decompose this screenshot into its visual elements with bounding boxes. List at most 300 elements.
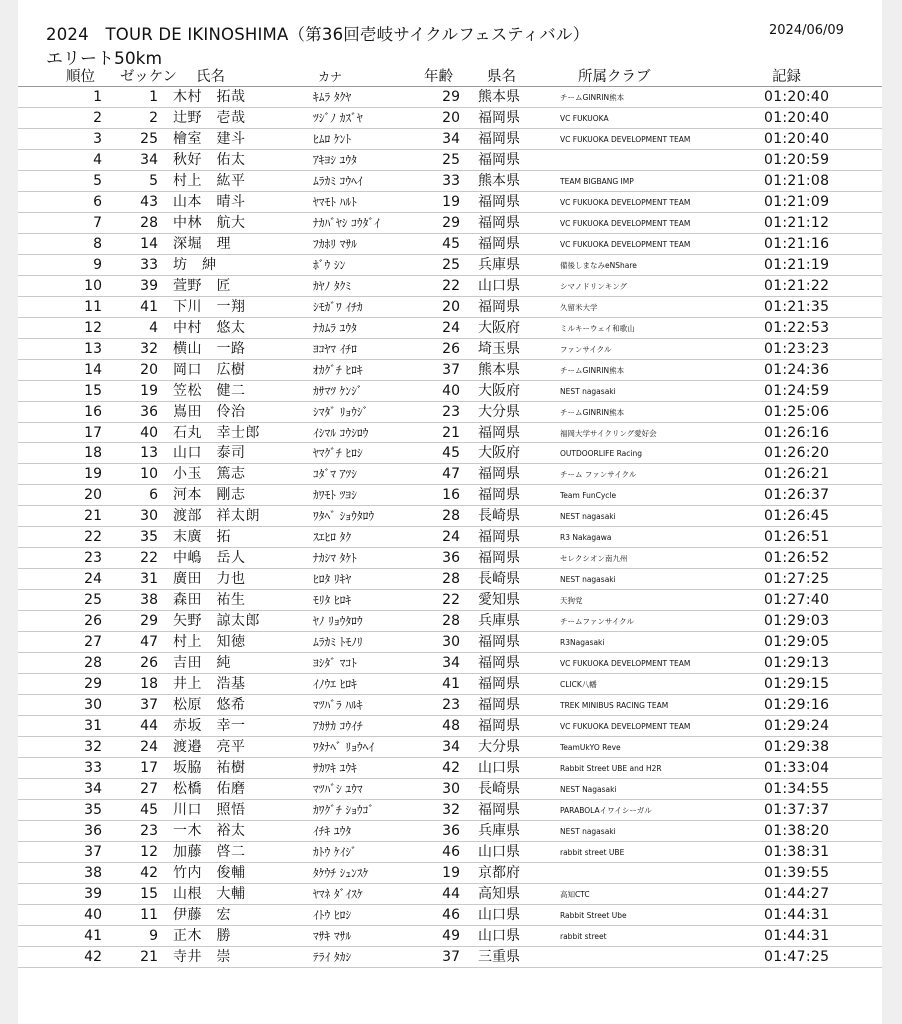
cell-time: 01:21:16 [764,235,830,252]
cell-age: 23 [442,403,460,420]
cell-rank: 5 [93,172,102,189]
cell-age: 41 [442,676,460,693]
cell-club: VC FUKUOKA DEVELOPMENT TEAM [560,722,691,732]
cell-rank: 3 [93,130,102,147]
table-row [18,108,882,129]
table-row [18,695,882,716]
cell-time: 01:21:08 [764,172,830,189]
table-row [18,779,882,800]
cell-bib: 2 [149,109,158,126]
cell-time: 01:21:22 [764,277,830,294]
cell-name: 石丸 幸士郎 [173,424,260,441]
cell-time: 01:44:31 [764,906,830,923]
cell-prefecture: 山口県 [478,277,520,294]
cell-name: 下川 一翔 [173,298,246,315]
cell-name: 渡邉 亮平 [173,739,246,756]
event-title: 2024 TOUR DE IKINOSHIMA（第36回壱岐サイクルフェスティバル） [46,25,590,44]
cell-rank: 29 [84,676,102,693]
cell-kana: ﾔﾏｸﾞﾁ ﾋﾛｼ [313,446,363,461]
table-row [18,485,882,506]
cell-time: 01:37:37 [764,801,830,818]
cell-bib: 37 [140,697,158,714]
cell-kana: ﾋﾑﾛ ｹﾝﾄ [313,131,352,146]
cell-prefecture: 三重県 [478,948,520,965]
cell-name: 嶌田 伶治 [173,403,246,420]
table-row [18,863,882,884]
cell-prefecture: 長崎県 [478,508,520,525]
cell-rank: 26 [84,613,102,630]
cell-kana: ﾋﾛﾀ ﾘｷﾔ [313,572,352,587]
cell-bib: 24 [140,739,158,756]
cell-age: 25 [442,151,460,168]
cell-time: 01:29:38 [764,739,830,756]
cell-age: 28 [442,571,460,588]
cell-rank: 22 [84,529,102,546]
cell-time: 01:20:40 [764,89,830,105]
table-header-row [18,67,882,87]
table-row [18,674,882,695]
table-row [18,423,882,444]
header-kana: カナ [318,70,343,84]
cell-prefecture: 兵庫県 [478,256,520,273]
header-name: 氏名 [196,69,225,85]
cell-club: チームファンサイクル [560,617,634,627]
header-rank: 順位 [66,69,95,85]
cell-name: 小玉 篤志 [173,466,246,483]
cell-rank: 21 [84,508,102,525]
header-age: 年齢 [424,69,453,85]
cell-club: NEST nagasaki [560,826,616,836]
table-body [18,87,882,968]
cell-time: 01:21:12 [764,214,830,231]
cell-rank: 24 [84,571,102,588]
cell-rank: 28 [84,655,102,672]
cell-club: OUTDOORLIFE Racing [560,449,642,459]
table-row [18,632,882,653]
cell-age: 49 [442,927,460,944]
cell-age: 33 [442,172,460,189]
cell-bib: 1 [149,89,158,105]
cell-club: PARABOLAイワイシーガル [560,805,652,815]
cell-age: 19 [442,864,460,881]
cell-club: R3Nagasaki [560,638,605,648]
cell-rank: 20 [84,487,102,504]
table-row [18,402,882,423]
cell-age: 34 [442,130,460,147]
cell-prefecture: 福岡県 [478,109,520,126]
cell-club: rabbit street UBE [560,847,625,857]
cell-name: 赤坂 幸一 [173,718,246,735]
cell-prefecture: 福岡県 [478,529,520,546]
cell-name: 坊 紳 [173,256,217,273]
cell-bib: 5 [149,172,158,189]
table-row [18,129,882,150]
table-row [18,905,882,926]
cell-age: 47 [442,466,460,483]
table-row [18,548,882,569]
cell-name: 中嶋 岳人 [173,550,246,567]
header-time: 記録 [772,69,801,85]
cell-name: 竹内 俊輔 [173,864,246,881]
cell-rank: 36 [84,822,102,839]
cell-club: TeamUkYO Reve [560,743,621,753]
cell-rank: 15 [84,382,102,399]
cell-time: 01:44:31 [764,927,830,944]
cell-club: ファンサイクル [560,344,612,354]
cell-kana: ﾑﾗｶﾐ ﾄﾓﾉﾘ [313,635,363,650]
cell-time: 01:27:25 [764,571,830,588]
cell-kana: ｱｷﾖｼ ﾕｳﾀ [313,152,357,167]
cell-time: 01:26:45 [764,508,830,525]
cell-bib: 22 [140,550,158,567]
table-row [18,758,882,779]
cell-time: 01:23:23 [764,340,830,357]
cell-kana: ｵｶｸﾞﾁ ﾋﾛｷ [313,362,363,377]
cell-club: TREK MINIBUS RACING TEAM [560,701,669,711]
cell-prefecture: 福岡県 [478,235,520,252]
cell-name: 寺井 崇 [173,948,231,965]
cell-bib: 30 [140,508,158,525]
cell-prefecture: 福岡県 [478,487,520,504]
cell-time: 01:21:19 [764,256,830,273]
table-row [18,611,882,632]
header-club: 所属クラブ [578,69,651,85]
cell-club: チームGINRIN熊本 [560,407,625,417]
header-prefecture: 県名 [487,69,516,85]
cell-bib: 45 [140,801,158,818]
cell-club: VC FUKUOKA DEVELOPMENT TEAM [560,659,691,669]
cell-bib: 34 [140,151,158,168]
cell-time: 01:20:40 [764,109,830,126]
cell-club: 天狗党 [560,596,583,606]
cell-age: 24 [442,319,460,336]
table-row [18,653,882,674]
cell-bib: 6 [149,487,158,504]
cell-prefecture: 大分県 [478,403,520,420]
cell-rank: 14 [84,361,102,378]
cell-club: CLICK八幡 [560,680,597,690]
cell-age: 22 [442,592,460,609]
cell-time: 01:26:52 [764,550,830,567]
cell-rank: 12 [84,319,102,336]
cell-time: 01:26:37 [764,487,830,504]
cell-name: 廣田 力也 [173,571,246,588]
cell-time: 01:26:51 [764,529,830,546]
cell-rank: 13 [84,340,102,357]
cell-bib: 43 [140,193,158,210]
cell-age: 16 [442,487,460,504]
cell-kana: ｲﾉｳｴ ﾋﾛｷ [313,677,357,692]
cell-prefecture: 福岡県 [478,676,520,693]
cell-rank: 35 [84,801,102,818]
cell-bib: 32 [140,340,158,357]
cell-kana: ﾔﾉ ﾘｮｳﾀﾛｳ [313,614,363,629]
cell-age: 30 [442,634,460,651]
table-row [18,569,882,590]
cell-club: VC FUKUOKA DEVELOPMENT TEAM [560,134,691,144]
cell-time: 01:29:24 [764,718,830,735]
cell-club: R3 Nakagawa [560,533,612,543]
cell-rank: 39 [84,885,102,902]
cell-kana: ｽｴﾋﾛ ﾀｸ [313,530,352,545]
cell-club: 久留米大学 [560,302,598,312]
cell-club: VC FUKUOKA DEVELOPMENT TEAM [560,197,691,207]
cell-bib: 23 [140,822,158,839]
cell-age: 24 [442,529,460,546]
cell-kana: ｺﾀﾞﾏ ｱﾂｼ [313,467,357,482]
cell-name: 山本 晴斗 [173,193,246,210]
cell-prefecture: 福岡県 [478,424,520,441]
cell-kana: ﾅｶﾊﾞﾔｼ ｺｳﾀﾞｲ [313,215,380,230]
cell-prefecture: 福岡県 [478,550,520,567]
cell-age: 28 [442,508,460,525]
cell-bib: 27 [140,780,158,797]
cell-rank: 4 [93,151,102,168]
cell-kana: ｼﾏﾀﾞ ﾘｮｳｼﾞ [313,404,369,419]
cell-prefecture: 長崎県 [478,571,520,588]
cell-time: 01:47:25 [764,948,830,965]
event-date: 2024/06/09 [769,23,844,38]
cell-time: 01:20:40 [764,130,830,147]
cell-time: 01:27:40 [764,592,830,609]
cell-time: 01:21:09 [764,193,830,210]
cell-name: 加藤 啓二 [173,843,246,860]
cell-bib: 41 [140,298,158,315]
cell-age: 44 [442,885,460,902]
cell-bib: 40 [140,424,158,441]
cell-prefecture: 大阪府 [478,445,520,462]
cell-prefecture: 福岡県 [478,298,520,315]
cell-bib: 19 [140,382,158,399]
cell-time: 01:29:15 [764,676,830,693]
cell-club: チーム ファンサイクル [560,470,637,480]
cell-age: 32 [442,801,460,818]
cell-rank: 38 [84,864,102,881]
cell-club: VC FUKUOKA [560,113,609,123]
cell-name: 深堀 理 [173,235,231,252]
cell-prefecture: 大分県 [478,739,520,756]
cell-prefecture: 福岡県 [478,697,520,714]
cell-name: 矢野 諒太郎 [173,613,260,630]
cell-prefecture: 兵庫県 [478,822,520,839]
table-row [18,339,882,360]
cell-time: 01:26:21 [764,466,830,483]
cell-name: 正木 勝 [173,927,231,944]
cell-prefecture: 熊本県 [478,172,520,189]
table-row [18,800,882,821]
results-document [18,0,882,1024]
header-bib: ゼッケン [120,69,177,85]
cell-prefecture: 福岡県 [478,214,520,231]
cell-time: 01:21:35 [764,298,830,315]
cell-time: 01:34:55 [764,780,830,797]
cell-rank: 42 [84,948,102,965]
cell-kana: ﾏﾂﾊﾞﾗ ﾊﾙｷ [313,698,363,713]
cell-club: NEST nagasaki [560,512,616,522]
cell-prefecture: 福岡県 [478,801,520,818]
cell-age: 29 [442,89,460,105]
cell-name: 岡口 広樹 [173,361,246,378]
cell-bib: 4 [149,319,158,336]
cell-prefecture: 福岡県 [478,655,520,672]
cell-rank: 16 [84,403,102,420]
cell-prefecture: 長崎県 [478,780,520,797]
cell-club: Rabbit Street Ube [560,910,627,920]
cell-age: 34 [442,739,460,756]
cell-bib: 18 [140,676,158,693]
table-row [18,737,882,758]
cell-club: VC FUKUOKA DEVELOPMENT TEAM [560,218,691,228]
cell-name: 秋好 佑太 [173,151,246,168]
table-row [18,276,882,297]
cell-kana: ｶﾜｸﾞﾁ ｼｮｳｺﾞ [313,802,375,817]
cell-club: Rabbit Street UBE and H2R [560,764,662,773]
cell-kana: ﾔﾏﾓﾄ ﾊﾙﾄ [313,194,357,209]
table-row [18,842,882,863]
cell-age: 26 [442,340,460,357]
results-table [18,67,882,968]
cell-name: 笠松 健二 [173,382,246,399]
cell-club: NEST nagasaki [560,386,616,396]
cell-bib: 31 [140,571,158,588]
cell-rank: 9 [93,256,102,273]
cell-kana: ｶｻﾏﾂ ｹﾝｼﾞ [313,383,363,398]
table-row [18,527,882,548]
cell-time: 01:20:59 [764,151,830,168]
cell-rank: 25 [84,592,102,609]
cell-bib: 20 [140,361,158,378]
cell-prefecture: 福岡県 [478,151,520,168]
cell-kana: ﾂｼﾞﾉ ｶｽﾞﾔ [313,110,363,125]
cell-bib: 33 [140,256,158,273]
cell-rank: 32 [84,739,102,756]
cell-age: 46 [442,906,460,923]
cell-kana: ﾑﾗｶﾐ ｺｳﾍｲ [313,173,363,188]
cell-name: 萱野 匠 [173,277,231,294]
cell-club: チームGINRIN熊本 [560,93,625,102]
cell-kana: ﾅｶﾑﾗ ﾕｳﾀ [313,320,357,335]
cell-rank: 31 [84,718,102,735]
cell-prefecture: 山口県 [478,843,520,860]
cell-prefecture: 福岡県 [478,193,520,210]
cell-time: 01:39:55 [764,864,830,881]
cell-name: 川口 照悟 [173,801,246,818]
cell-prefecture: 京都府 [478,864,520,881]
cell-club: Team FunCycle [560,491,617,501]
cell-rank: 40 [84,906,102,923]
cell-club: TEAM BIGBANG IMP [560,176,634,186]
table-row [18,255,882,276]
cell-prefecture: 福岡県 [478,718,520,735]
cell-age: 37 [442,948,460,965]
table-row [18,213,882,234]
cell-rank: 2 [93,109,102,126]
cell-bib: 12 [140,843,158,860]
cell-prefecture: 山口県 [478,760,520,776]
cell-time: 01:44:27 [764,885,830,902]
cell-prefecture: 福岡県 [478,466,520,483]
cell-age: 20 [442,109,460,126]
cell-time: 01:29:13 [764,655,830,672]
cell-age: 42 [442,760,460,776]
cell-bib: 35 [140,529,158,546]
cell-kana: ｱｶｻｶ ｺｳｲﾁ [313,719,363,734]
cell-bib: 13 [140,445,158,462]
cell-prefecture: 大阪府 [478,319,520,336]
cell-bib: 47 [140,634,158,651]
cell-rank: 27 [84,634,102,651]
cell-age: 48 [442,718,460,735]
cell-kana: ｲｼﾏﾙ ｺｳｼﾛｳ [313,425,369,440]
table-row [18,318,882,339]
cell-name: 森田 祐生 [173,592,246,609]
cell-age: 20 [442,298,460,315]
cell-club: VC FUKUOKA DEVELOPMENT TEAM [560,239,691,249]
cell-kana: ﾓﾘﾀ ﾋﾛｷ [313,593,352,608]
table-row [18,926,882,947]
cell-name: 村上 知徳 [173,634,246,651]
cell-name: 木村 拓哉 [173,89,246,105]
cell-kana: ﾃﾗｲ ﾀｶｼ [313,949,352,964]
cell-club: 福岡大学サイクリング愛好会 [560,428,657,438]
cell-kana: ﾏｻｷ ﾏｻﾙ [313,928,352,943]
cell-kana: ﾌｶﾎﾘ ﾏｻﾙ [313,236,357,251]
cell-age: 36 [442,822,460,839]
cell-name: 坂脇 祐樹 [173,760,246,776]
cell-age: 28 [442,613,460,630]
cell-age: 45 [442,445,460,462]
cell-rank: 7 [93,214,102,231]
cell-kana: ﾜﾀﾅﾍﾞ ﾘｮｳﾍｲ [313,740,375,755]
cell-bib: 15 [140,885,158,902]
cell-rank: 33 [84,760,102,776]
cell-bib: 36 [140,403,158,420]
cell-age: 21 [442,424,460,441]
cell-bib: 38 [140,592,158,609]
cell-time: 01:38:20 [764,822,830,839]
cell-name: 井上 浩基 [173,676,246,693]
cell-club: シマノドリンキング [560,281,628,291]
cell-name: 末廣 拓 [173,529,231,546]
cell-bib: 17 [140,760,158,776]
cell-time: 01:29:16 [764,697,830,714]
cell-time: 01:29:03 [764,613,830,630]
cell-rank: 8 [93,235,102,252]
table-row [18,150,882,171]
cell-prefecture: 福岡県 [478,634,520,651]
cell-club: ミルキーウェイ和歌山 [560,323,635,333]
cell-bib: 44 [140,718,158,735]
cell-kana: ｶﾔﾉ ﾀｸﾐ [313,278,352,293]
cell-bib: 26 [140,655,158,672]
cell-kana: ﾏﾂﾊﾞｼ ﾕｳﾏ [313,781,363,796]
cell-kana: ﾖｺﾔﾏ ｲﾁﾛ [313,341,357,356]
cell-prefecture: 高知県 [478,885,520,902]
cell-bib: 42 [140,864,158,881]
cell-bib: 14 [140,235,158,252]
cell-time: 01:26:20 [764,445,830,462]
cell-bib: 11 [140,906,158,923]
table-row [18,297,882,318]
cell-bib: 39 [140,277,158,294]
cell-kana: ｲﾁｷ ﾕｳﾀ [313,823,352,838]
cell-prefecture: 愛知県 [478,592,520,609]
cell-name: 伊藤 宏 [173,906,231,923]
cell-age: 34 [442,655,460,672]
cell-kana: ﾖｼﾀﾞ ﾏｺﾄ [313,656,357,671]
cell-age: 40 [442,382,460,399]
cell-name: 中村 悠太 [173,319,246,336]
